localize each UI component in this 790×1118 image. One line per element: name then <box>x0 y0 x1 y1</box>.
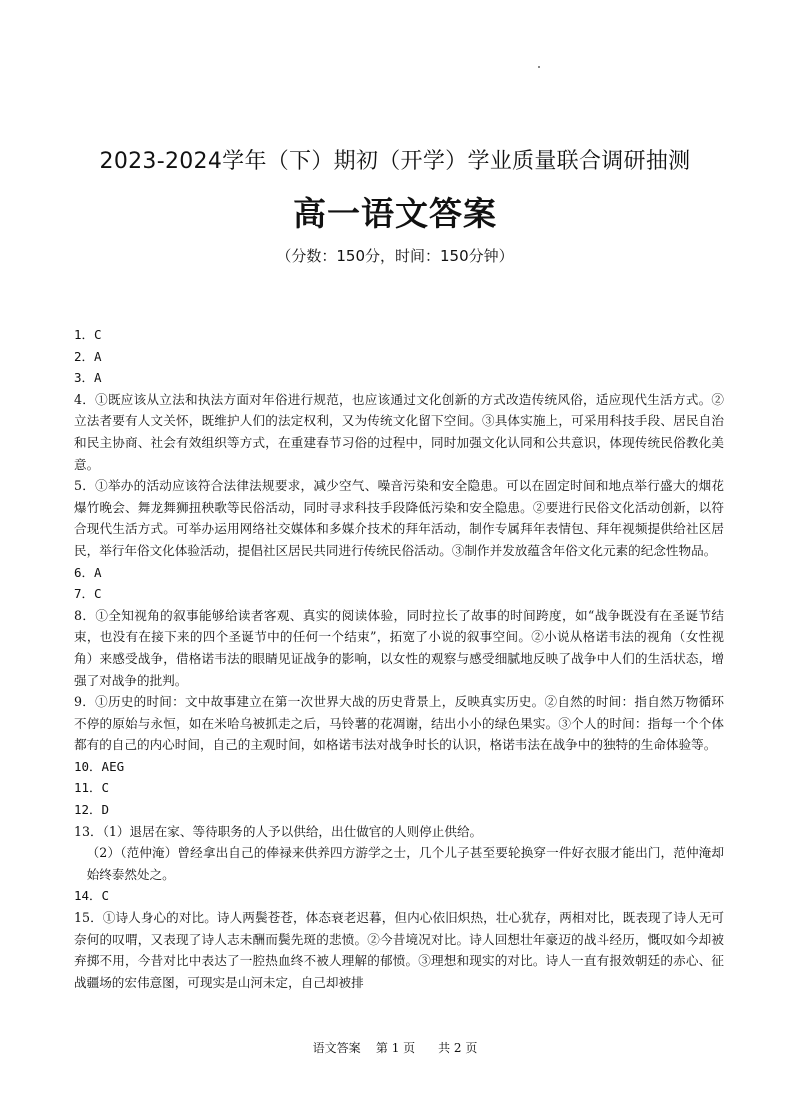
answer-item: 3．A <box>74 370 102 386</box>
answer-item: 10．AEG <box>74 758 125 774</box>
answer-item: 7．C <box>74 586 102 602</box>
answer-item: 9．①历史的时间：文中故事建立在第一次世界大战的历史背景上，反映真实历史。②自然的时间：指自然万物循环不停的原始与永恒，如在米哈乌被抓走之后，马铃薯的花凋谢，结出小小的绿色果实。③个人的时间：指每一个个体都有的自己的内心时间，自己的主观时间，如格诺韦法对战争时长的认识，格诺韦法在战争中的独特的生命体验等。 <box>74 694 724 753</box>
answer-item: 6．A <box>74 564 102 580</box>
answer-item: 13．（1）退居在家、等待职务的人予以供给，出仕做官的人则停止供给。 <box>74 823 483 839</box>
answer-item: 2．A <box>74 348 102 364</box>
answer-item: 15．①诗人身心的对比。诗人两鬓苍苍，体态衰老迟暮，但内心依旧炽热，壮心犹存，两相对比，既表现了诗人无可奈何的叹喟，又表现了诗人志未酬而鬓先斑的悲愤。②今昔境况对比。诗人回想壮年豪迈的战斗经历，慨叹如今却被弃掷不用，今昔对比中表达了一腔热血终不被人理解的郁愤。③理想和现实的对比。诗人一直有报效朝廷的赤心、征战疆场的宏伟意图，可现实是山河未定，自己却被排 <box>74 910 724 990</box>
answer-item: 4．①既应该从立法和执法方面对年俗进行规范，也应该通过文化创新的方式改造传统风俗，适应现代生活方式。②立法者要有人文关怀，既维护人们的法定权利，又为传统文化留下空间。③具体实施上，可采用科技手段、居民自治和民主协商、社会有效组织等方式，在重建春节习俗的过程中，同时加强文化认同和公共意识，体现传统民俗教化美意。 <box>74 391 724 472</box>
answer-item: （2）（范仲淹）曾经拿出自己的俸禄来供养四方游学之士，几个儿子甚至要轮换穿一件好衣服才能出门，范仲淹却始终泰然处之。 <box>86 845 724 882</box>
scan-speck <box>538 66 540 68</box>
answer-item: 12．D <box>74 802 110 818</box>
page-footer: 语文答案 第 1 页 共 2 页 <box>312 1041 478 1055</box>
exam-meta: （分数：150分，时间：150分钟） <box>276 247 514 265</box>
answer-item: 14．C <box>74 888 110 904</box>
page-title: 高一语文答案 <box>293 194 497 233</box>
answer-list <box>74 324 724 993</box>
answer-item: 1．C <box>74 327 102 342</box>
answer-item: 8．①全知视角的叙事能够给读者客观、真实的阅读体验，同时拉长了故事的时间跨度，如“战争既没有在圣诞节结束，也没有在接下来的四个圣诞节中的任何一个结束”，拓宽了小说的叙事空间。②小说从格诺韦法的视角（女性视角）来感受战争，借格诺韦法的眼睛见证战争的影响，以女性的观察与感受细腻地反映了战争中人们的生活状态，增强了对战争的批判。 <box>74 607 724 688</box>
answer-item: 5．①举办的活动应该符合法律法规要求，减少空气、噪音污染和安全隐患。可以在固定时间和地点举行盛大的烟花爆竹晚会、舞龙舞狮扭秧歌等民俗活动，同时寻求科技手段降低污染和安全隐患。②要进行民俗文化活动创新，以符合现代生活方式。可举办运用网络社交媒体和多媒介技术的拜年活动，制作专属拜年表情包、拜年视频提供给社区居民，举行年俗文化体验活动，提倡社区居民共同进行传统民俗活动。③制作并发放蕴含年俗文化元素的纪念性物品。 <box>74 478 724 558</box>
answer-item: 11．C <box>74 780 110 796</box>
exam-name: 2023-2024学年（下）期初（开学）学业质量联合调研抽测 <box>99 149 691 174</box>
